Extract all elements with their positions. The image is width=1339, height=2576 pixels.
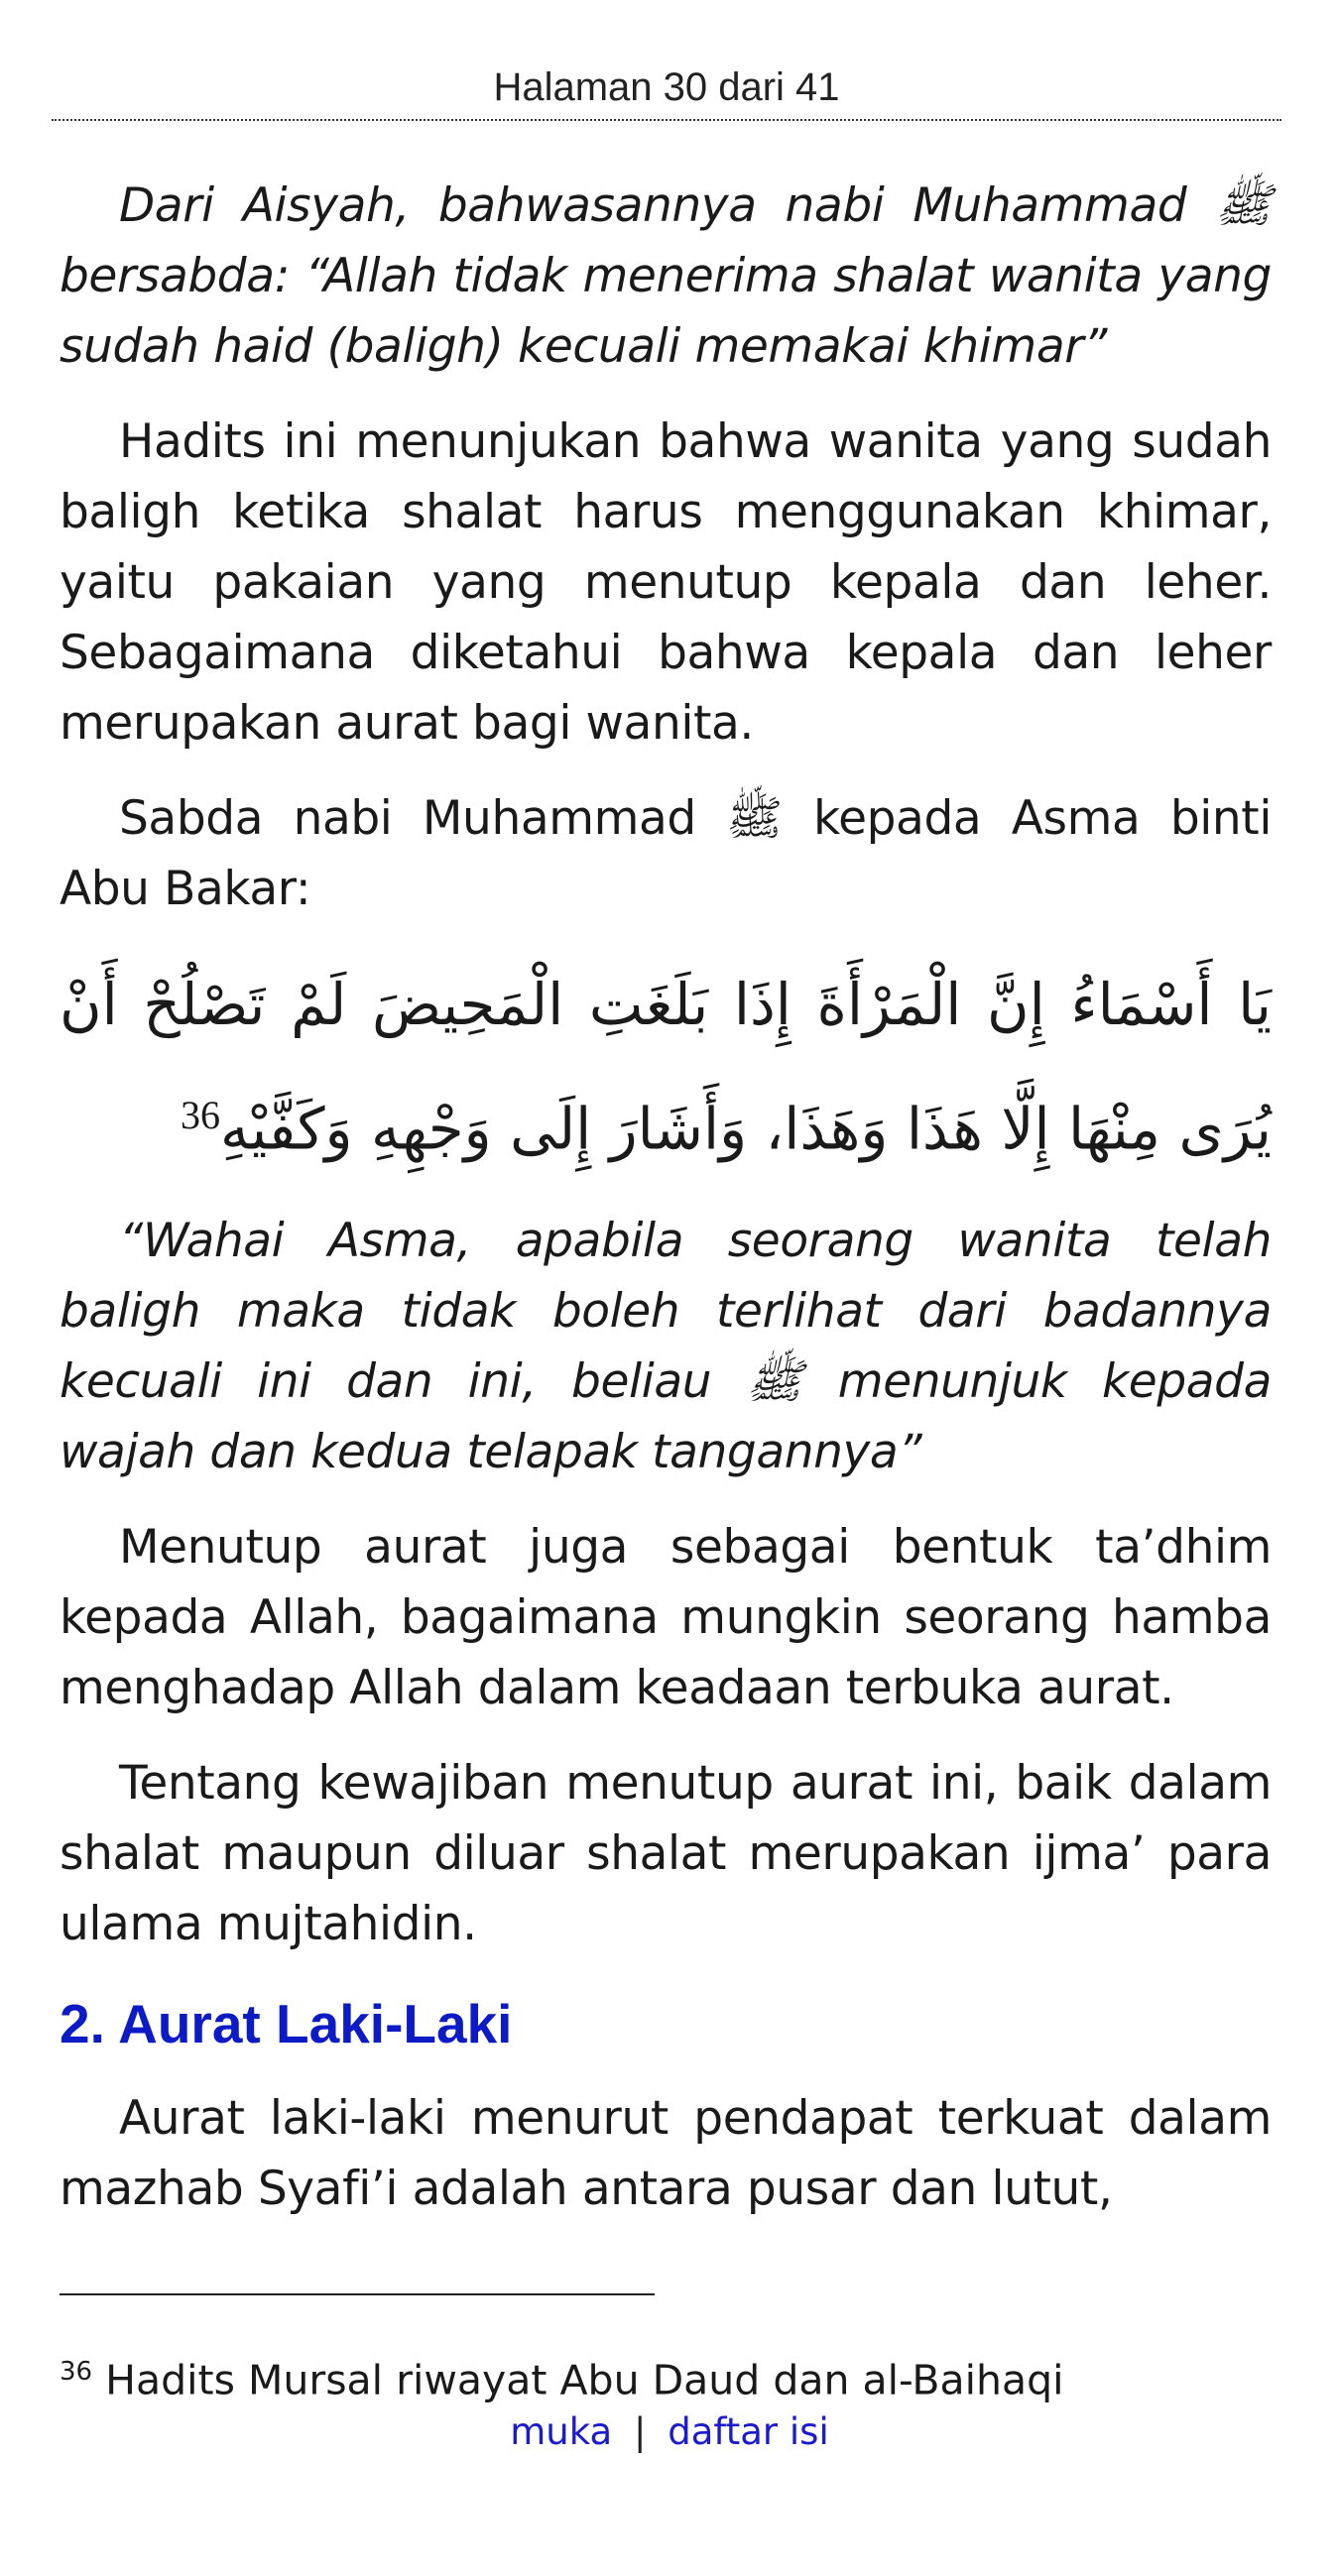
footnote <box>60 2342 1272 2410</box>
body-paragraph: Tentang kewajiban menutup aurat ini, baik dalam shalat maupun diluar shalat merupakan ijma’ para ulama mujtahidin. <box>60 1756 1272 1952</box>
footnote-number: 36 <box>60 2357 93 2387</box>
body-paragraph: Aurat laki-laki menurut pendapat terkuat dalam mazhab Syafi’i adalah antara pusar dan lutut, <box>60 2091 1272 2217</box>
nav-separator: | <box>633 2410 647 2453</box>
footnote-divider <box>60 2293 655 2295</box>
hadith-translation-paragraph: Dari Aisyah, bahwasannya nabi Muhammad ﷺ bersabda: “Allah tidak menerima shalat wanita yang sudah haid (baligh) kecuali memakai khimar” <box>60 178 1272 374</box>
hadith-translation-paragraph: “Wahai Asma, apabila seorang wanita telah baligh maka tidak boleh terlihat dari badannya kecuali ini dan ini, beliau ﷺ menunjuk kepada wajah dan kedua telapak tangannya” <box>60 1214 1272 1480</box>
body-paragraph: Menutup aurat juga sebagai bentuk ta’dhim kepada Allah, bagaimana mungkin seorang hamba menghadap Allah dalam keadaan terbuka aurat. <box>60 1520 1272 1716</box>
page-navigation <box>0 2407 1339 2457</box>
body-paragraph: Sabda nabi Muhammad ﷺ kepada Asma binti Abu Bakar: <box>60 791 1272 916</box>
arabic-text: يَا أَسْمَاءُ إِنَّ الْمَرْأَةَ إِذَا بَلَغَتِ الْمَحِيضَ لَمْ تَصْلُحْ أَنْ يُرَى مِنْهَا إِلَّا هَذَا وَهَذَا، وَأَشَارَ إِلَى وَجْهِهِ وَكَفَّيْهِ <box>60 971 1272 1163</box>
footnote-reference: 36 <box>180 1093 220 1137</box>
arabic-hadith-text <box>60 949 1272 1184</box>
body-paragraph: Hadits ini menunjukan bahwa wanita yang sudah baligh ketika shalat harus menggunakan khimar, yaitu pakaian yang menutup kepala dan leher. Sebagaimana diketahui bahwa kepala dan leher merupakan aurat bagi wanita. <box>60 414 1272 751</box>
table-of-contents-link[interactable]: daftar isi <box>668 2410 829 2453</box>
section-heading: 2. Aurat Laki-Laki <box>60 1993 513 2055</box>
page-number-label: Halaman 30 dari 41 <box>493 65 840 109</box>
page-content <box>60 171 1272 2249</box>
page-header <box>52 58 1281 121</box>
footnote-text: Hadits Mursal riwayat Abu Daud dan al-Baihaqi <box>105 2356 1064 2404</box>
home-link[interactable]: muka <box>510 2410 613 2453</box>
